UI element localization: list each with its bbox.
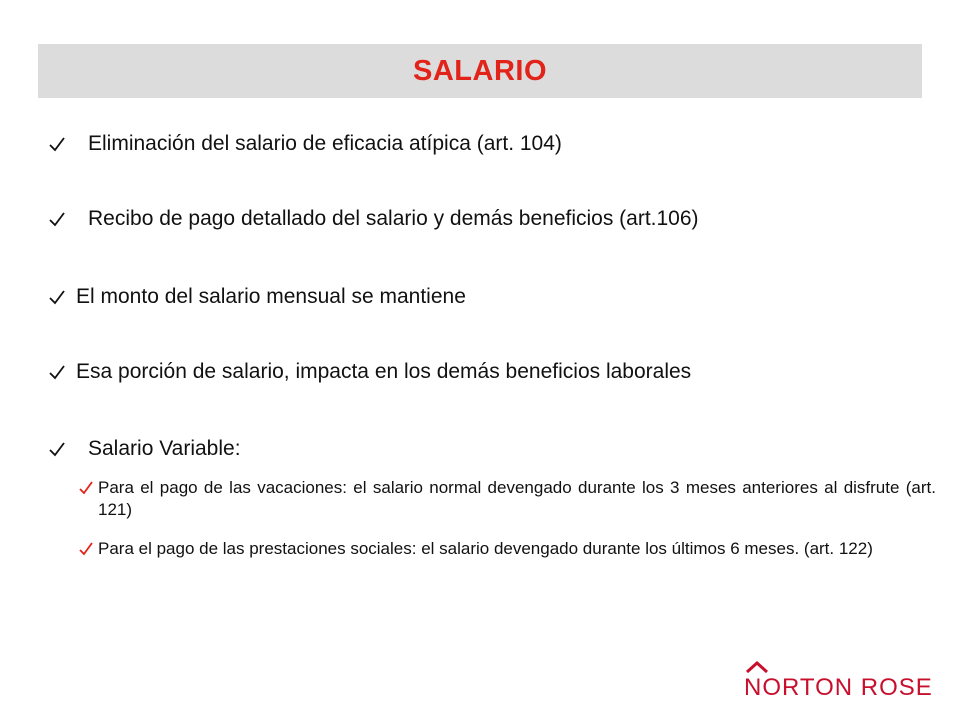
checkmark-icon bbox=[48, 363, 66, 381]
sub-bullet-item bbox=[78, 538, 936, 560]
checkmark-icon-red bbox=[78, 480, 94, 496]
bullet-text: Eliminación del salario de eficacia atípica (art. 104) bbox=[88, 132, 562, 155]
checkmark-icon bbox=[48, 288, 66, 306]
bullet-text: Salario Variable: bbox=[88, 437, 241, 460]
sub-bullet-text: Para el pago de las vacaciones: el salario normal devengado durante los 3 meses anteriores al disfrute (art. 121) bbox=[98, 478, 936, 519]
bullet-text: Recibo de pago detallado del salario y demás beneficios (art.106) bbox=[88, 207, 699, 230]
sub-bullet-text: Para el pago de las prestaciones sociales: el salario devengado durante los últimos 6 meses. (art. 122) bbox=[98, 539, 873, 558]
norton-rose-logo bbox=[744, 660, 933, 704]
bullet-item bbox=[48, 132, 562, 156]
bullet-text: Esa porción de salario, impacta en los demás beneficios laborales bbox=[76, 360, 692, 383]
title-bar bbox=[38, 44, 922, 98]
sub-bullet-item bbox=[78, 477, 936, 521]
bullet-item bbox=[48, 207, 699, 231]
bullet-item bbox=[48, 285, 466, 309]
checkmark-icon bbox=[48, 210, 66, 228]
bullet-item bbox=[48, 437, 241, 461]
checkmark-icon-red bbox=[78, 541, 94, 557]
logo-text: NORTON ROSE bbox=[744, 674, 933, 701]
checkmark-icon bbox=[48, 135, 66, 153]
slide-title: SALARIO bbox=[413, 54, 547, 87]
bullet-text: El monto del salario mensual se mantiene bbox=[76, 285, 466, 308]
checkmark-icon bbox=[48, 440, 66, 458]
bullet-item bbox=[48, 360, 691, 384]
